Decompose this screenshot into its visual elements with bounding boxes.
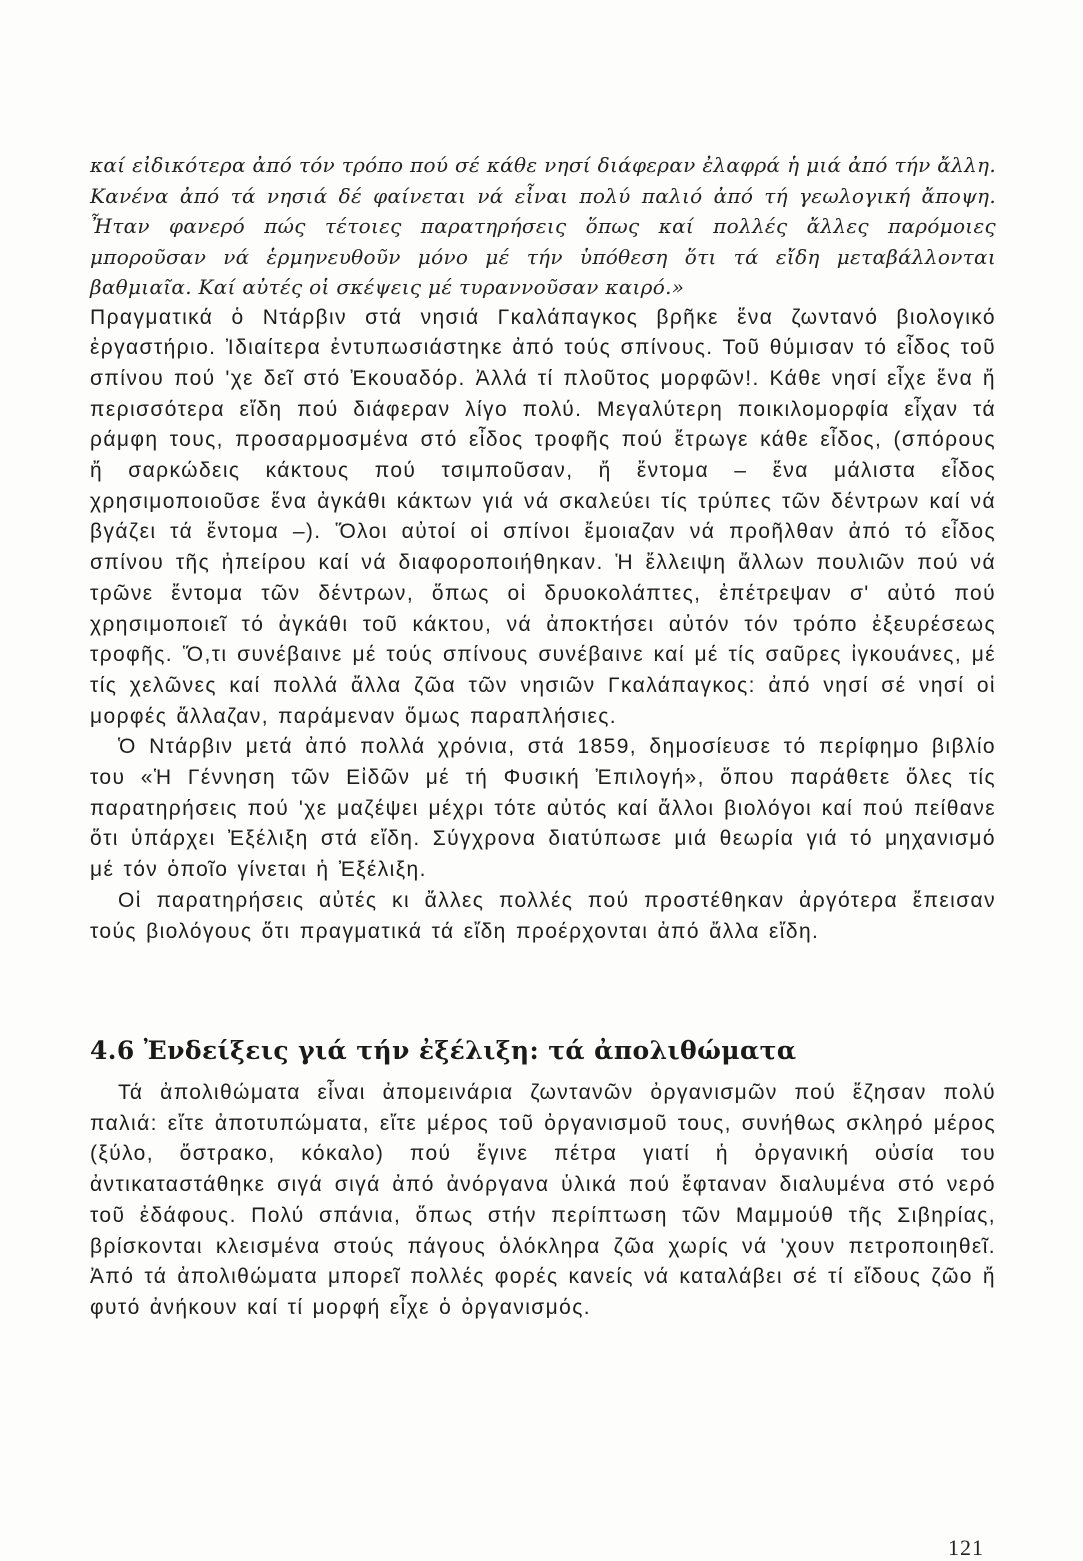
paragraph-observations: Οἱ παρατηρήσεις αὐτές κι ἄλλες πολλές πού προστέθηκαν ἀργότερα ἔπεισαν τούς βιολόγους ὅτι πραγματικά τά εἴδη προέρχονται ἀπό ἄλλα εἴδη. xyxy=(90,888,996,943)
section-heading: 4.6 Ἐνδείξεις γιά τήν ἐξέλιξη: τά ἀπολιθώματα xyxy=(90,1036,797,1065)
paragraph-galapagos: Πραγματικά ὁ Ντάρβιν στά νησιά Γκαλάπαγκος βρῆκε ἕνα ζωντανό βιολογικό ἐργαστήριο. Ἰδιαίτερα ἐντυπωσιάστηκε ἀπό τούς σπίνους. Τοῦ θύμισαν τό εἶδος τοῦ σπίνου πού 'χε δεῖ στό Ἐκουαδόρ. Ἀλλά τί πλοῦτος μορφῶν!. Κάθε νησί εἶχε ἕνα ἤ περισσότερα εἴδη πού διάφεραν λίγο πολύ. Μεγαλύτερη ποικιλομορφία εἶχαν τά ράμφη τους, προσαρμοσμένα στό εἶδος τροφῆς πού ἔτρωγε κάθε εἶδος, (σπόρους ἤ σαρκώδεις κάκτους πού τσιμποῦσαν, ἤ ἔντομα – ἕνα μάλιστα εἶδος χρησιμοποιοῦσε ἕνα ἀγκάθι κάκτων γιά νά σκαλεύει τίς τρύπες τῶν δέντρων καί νά βγάζει τά ἔντομα –). Ὅλοι αὐτοί οἱ σπίνοι ἔμοιαζαν νά προῆλθαν ἀπό τό εἶδος σπίνου τῆς ἠπείρου καί νά διαφοροποιήθηκαν. Ἡ ἔλλειψη ἄλλων πουλιῶν πού νά τρῶνε ἔντομα τῶν δέντρων, ὅπως οἱ δρυοκολάπτες, ἐπέτρεψαν σ' αὐτό πού χρησιμοποιεῖ τό ἀγκάθι τοῦ κάκτου, νά ἀποκτήσει αὐτόν τόν τρόπο ἐξευρέσεως τροφῆς. Ὅ,τι συνέβαινε μέ τούς σπίνους συνέβαινε καί μέ τίς σαῦρες ἰγκουάνες, μέ τίς χελῶνες καί πολλά ἄλλα ζῶα τῶν νησιῶν Γκαλάπαγκος: ἀπό νησί σέ νησί οἱ μορφές ἄλλαζαν, παράμεναν ὅμως παραπλήσιες. xyxy=(90,305,996,728)
darwin-quote: καί εἰδικότερα ἀπό τόν τρόπο πού σέ κάθε νησί διάφεραν ἐλαφρά ἡ μιά ἀπό τήν ἄλλη. Κανένα ἀπό τά νησιά δέ φαίνεται νά εἶναι πολύ παλιό ἀπό τή γεωλογική ἄποψη. Ἦταν φανερό πώς τέτοιες παρατηρήσεις ὅπως καί πολλές ἄλλες παρόμοιες μποροῦσαν νά ἑρμηνευθοῦν μόνο μέ τήν ὑπόθεση ὅτι τά εἴδη μεταβάλλονται βαθμιαῖα. Καί αὐτές οἱ σκέψεις μέ τυραννοῦσαν καιρό.» xyxy=(90,153,996,299)
paragraph-fossils: Τά ἀπολιθώματα εἶναι ἀπομεινάρια ζωντανῶν ὀργανισμῶν πού ἔζησαν πολύ παλιά: εἴτε ἀποτυπώματα, εἴτε μέρος τοῦ ὀργανισμοῦ τους, συνήθως σκληρό μέρος (ξύλο, ὄστρακο, κόκαλο) πού ἔγινε πέτρα γιατί ἡ ὀργανική οὐσία του ἀντικαταστάθηκε σιγά σιγά ἀπό ἀνόργανα ὑλικά πού ἔφταναν διαλυμένα στό νερό τοῦ ἐδάφους. Πολύ σπάνια, ὅπως στήν περίπτωση τῶν Μαμμούθ τῆς Σιβηρίας, βρίσκονται κλεισμένα στούς πάγους ὁλόκληρα ζῶα χωρίς νά 'χουν πετροποιηθεῖ. Ἀπό τά ἀπολιθώματα μπορεῖ πολλές φορές κανείς νά καταλάβει σέ τί εἴδους ζῶο ἤ φυτό ἀνήκουν καί τί μορφή εἶχε ὁ ὀργανισμός. xyxy=(90,1081,996,1319)
book-page xyxy=(90,150,996,1560)
section-body xyxy=(90,1078,996,1324)
paragraph-origin-of-species: Ὁ Ντάρβιν μετά ἀπό πολλά χρόνια, στά 1859, δημοσίευσε τό περίφημο βιβλίο του «Ἡ Γέννηση τῶν Εἰδῶν μέ τή Φυσική Ἐπιλογή», ὅπου παράθετε ὅλες τίς παρατηρήσεις πού 'χε μαζέψει μέχρι τότε αὐτός καί ἄλλοι βιολόγοι καί πού πείθανε ὅτι ὑπάρχει Ἐξέλιξη στά εἴδη. Σύγχρονα διατύπωσε μιά θεωρία γιά τό μηχανισμό μέ τόν ὁποῖο γίνεται ἡ Ἐξέλιξη. xyxy=(90,735,996,882)
page-number: 121 xyxy=(948,1535,984,1560)
